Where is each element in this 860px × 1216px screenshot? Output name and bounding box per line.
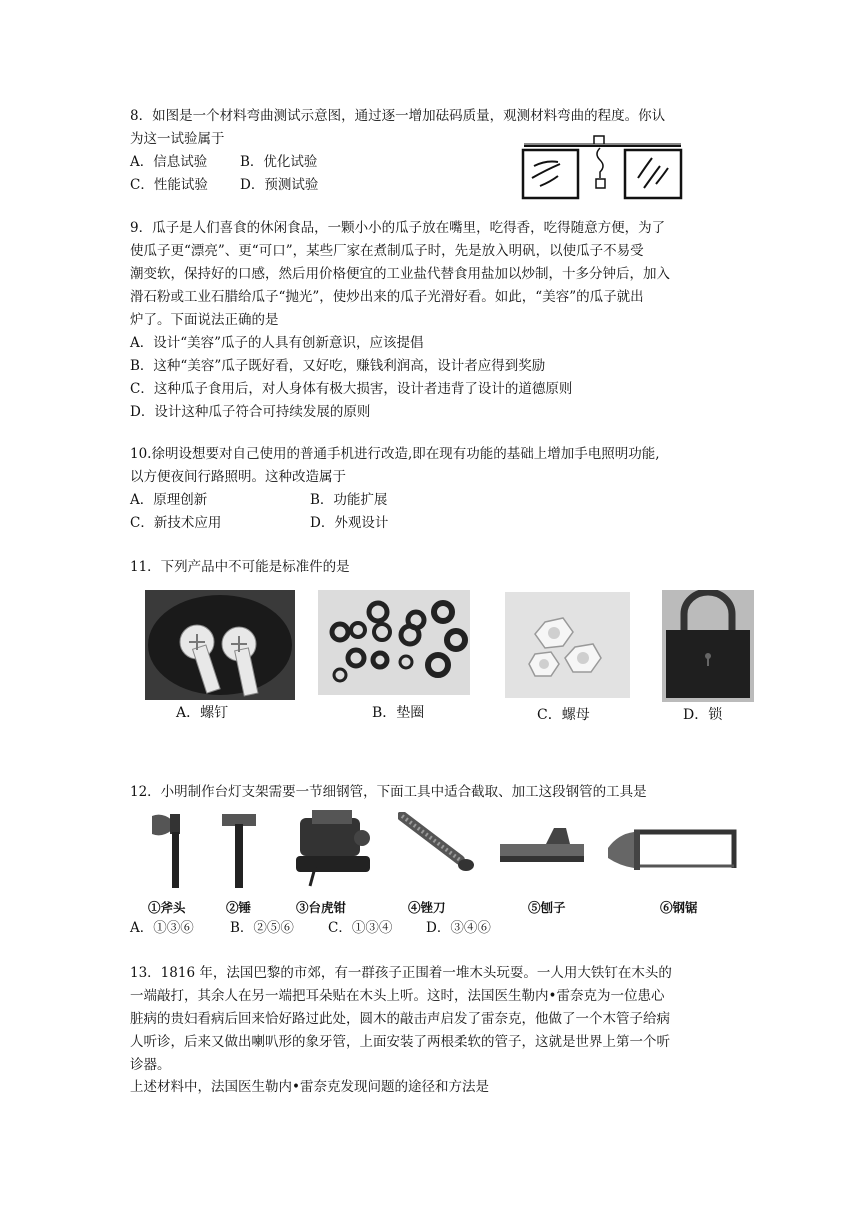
q8-stem-line2: 为这一试验属于 [130,131,225,147]
q13-stem-line5: 诊器。 [130,1057,171,1073]
q10-option-a: A．原理创新 [130,492,208,508]
tool-caption-4: ④锉刀 [408,900,446,915]
tool-caption-2: ②锤 [226,900,252,915]
q9-stem-line5: 炉了。下面说法正确的是 [130,312,279,328]
washer-photo [318,590,470,695]
q9-option-b: B．这种“美容”瓜子既好看，又好吃，赚钱利润高，设计者应得到奖励 [130,358,546,374]
q9-option-d: D．设计这种瓜子符合可持续发展的原则 [130,404,371,420]
nut-photo [505,592,630,698]
q11-caption-c: C．螺母 [537,707,590,723]
tool-caption-3: ③台虎钳 [296,900,347,915]
q9-option-c: C．这种瓜子食用后，对人身体有极大损害，设计者违背了设计的道德原则 [130,381,573,397]
q8-stem-line1: 8．如图是一个材料弯曲测试示意图，通过逐一增加砝码质量，观测材料弯曲的程度。你认 [130,108,666,124]
plane-icon [498,826,588,870]
q9-stem-line1: 9．瓜子是人们喜食的休闲食品，一颗小小的瓜子放在嘴里，吃得香，吃得随意方便，为了 [130,220,666,236]
tool-caption-1: ①斧头 [148,900,186,915]
q8-option-b: B．优化试验 [240,154,318,170]
q11-stem: 11．下列产品中不可能是标准件的是 [130,559,350,575]
q13-stem-line3: 脏病的贵妇看病后回来恰好路过此处，圆木的敲击声启发了雷奈克，他做了一个木管子给病 [130,1011,670,1027]
q11-caption-d: D．锁 [683,707,723,723]
q12-option-b: B．②⑤⑥ [230,920,294,936]
q11-caption-b: B．垫圈 [372,705,425,721]
file-icon [398,812,478,874]
q13-stem-line1: 13．1816 年，法国巴黎的市郊，有一群孩子正围着一堆木头玩耍。一人用大铁钉在木头的 [130,965,672,981]
q8-option-a: A．信息试验 [130,154,208,170]
tool-caption-6: ⑥钢锯 [660,900,698,915]
q12-option-c: C．①③④ [328,920,393,936]
bending-test-diagram [520,128,685,200]
q13-stem-line6: 上述材料中，法国医生勒内•雷奈克发现问题的途径和方法是 [130,1079,489,1095]
q9-option-a: A．设计“美容”瓜子的人具有创新意识，应该提倡 [130,335,424,351]
q9-stem-line3: 潮变软，保持好的口感，然后用价格便宜的工业盐代替食用盐加以炒制，十多分钟后，加入 [130,266,670,282]
hammer-icon [220,810,260,890]
q10-option-d: D．外观设计 [310,515,389,531]
q10-stem-line1: 10.徐明设想要对自己使用的普通手机进行改造,即在现有功能的基础上增加手电照明功能, [130,446,660,462]
q13-stem-line4: 人听诊，后来又做出喇叭形的象牙管，上面安装了两根柔软的管子，这就是世界上第一个听 [130,1034,670,1050]
q11-caption-a: A．螺钉 [176,705,229,721]
q8-option-c: C．性能试验 [130,177,208,193]
q10-option-b: B．功能扩展 [310,492,388,508]
q10-option-c: C．新技术应用 [130,515,222,531]
q9-stem-line2: 使瓜子更“漂亮”、更“可口”，某些厂家在煮制瓜子时，先是放入明矾，以使瓜子不易受 [130,243,644,259]
hacksaw-icon [604,820,744,878]
q12-option-d: D．③④⑥ [426,920,491,936]
axe-icon [150,810,195,890]
q12-stem: 12．小明制作台灯支架需要一节细钢管，下面工具中适合截取、加工这段钢管的工具是 [130,784,647,800]
padlock-photo [662,590,754,702]
q9-stem-line4: 滑石粉或工业石腊给瓜子“抛光”，使炒出来的瓜子光滑好看。如此，“美容”的瓜子就出 [130,289,644,305]
bench-vise-icon [290,808,380,888]
q12-option-a: A．①③⑥ [130,920,194,936]
screw-photo [145,590,295,700]
q10-stem-line2: 以方便夜间行路照明。这种改造属于 [130,469,346,485]
q13-stem-line2: 一端敲打，其余人在另一端把耳朵贴在木头上听。这时，法国医生勒内•雷奈克为一位患心 [130,988,665,1004]
tool-caption-5: ⑤刨子 [528,900,566,915]
q8-option-d: D．预测试验 [240,177,319,193]
